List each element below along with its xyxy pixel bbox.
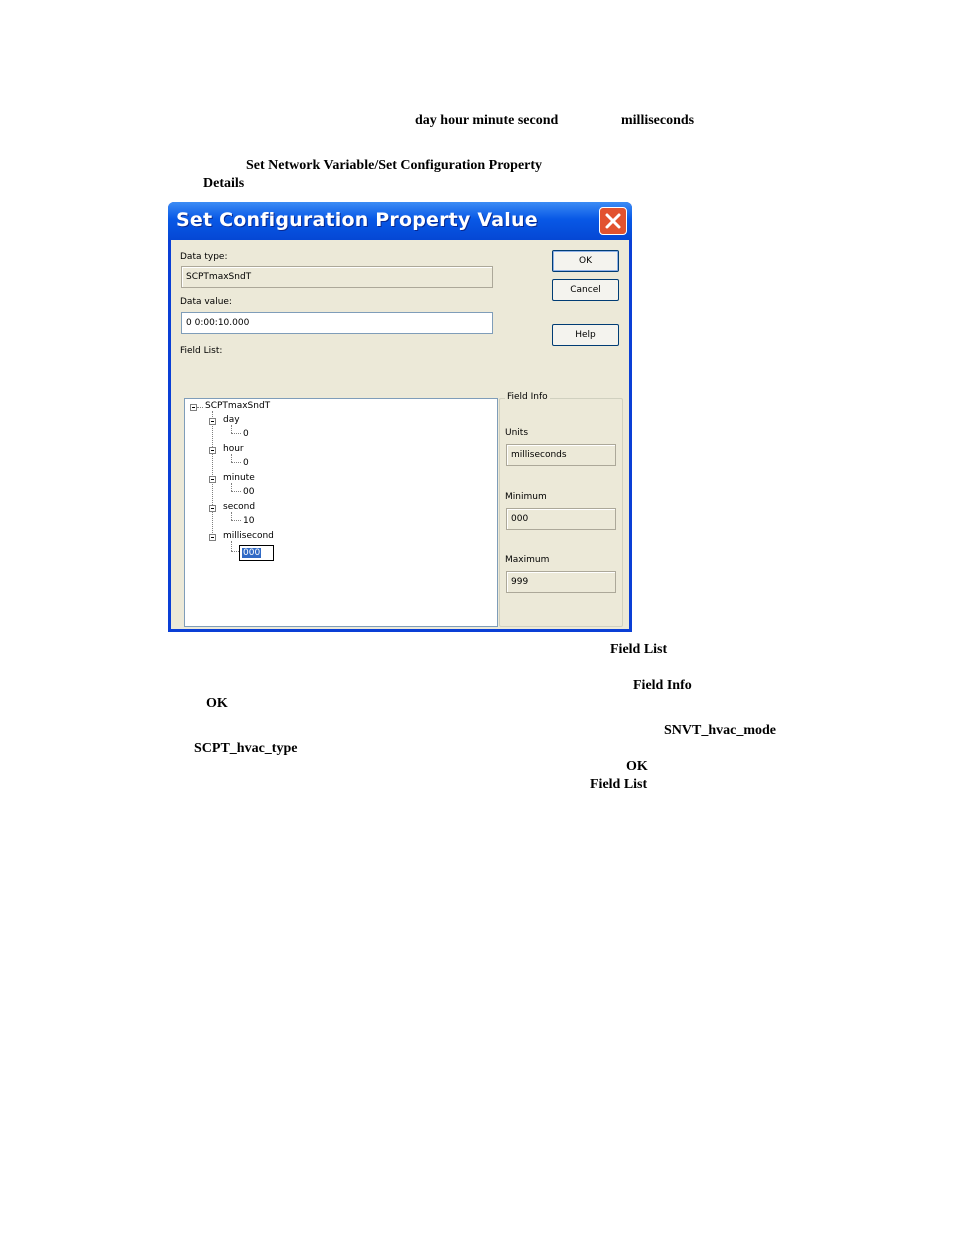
tree-value-second[interactable]: 10 <box>243 516 255 526</box>
doc-text-field-list-2: Field List <box>590 777 648 792</box>
units-field: milliseconds <box>506 444 616 466</box>
day-collapse-toggle[interactable] <box>209 418 216 425</box>
doc-text-ok: OK <box>206 696 228 711</box>
maximum-label: Maximum <box>505 555 550 565</box>
tree-root-node[interactable]: SCPTmaxSndT <box>205 401 271 411</box>
doc-text-ok-2: OK <box>626 759 648 774</box>
maximum-field: 999 <box>506 571 616 593</box>
ok-button[interactable]: OK <box>552 250 619 272</box>
doc-text-details: Details <box>203 176 245 191</box>
doc-text-field-list: Field List <box>610 642 668 657</box>
data-value-label: Data value: <box>180 297 232 307</box>
field-list-tree[interactable] <box>184 398 498 627</box>
doc-text-snvt-hvac-mode: SNVT_hvac_mode <box>664 723 777 738</box>
millisecond-collapse-toggle[interactable] <box>209 534 216 541</box>
doc-text-time-fields: day hour minute second <box>415 113 559 128</box>
tree-value-millisecond[interactable]: 000 <box>243 548 261 558</box>
field-list-label: Field List: <box>180 346 223 356</box>
dialog-titlebar[interactable] <box>168 202 632 240</box>
tree-field-second[interactable]: second <box>223 502 256 512</box>
data-type-label: Data type: <box>180 252 228 262</box>
tree-field-millisecond[interactable]: millisecond <box>223 531 274 541</box>
data-type-field: SCPTmaxSndT <box>181 266 493 288</box>
close-icon <box>604 212 622 230</box>
set-config-property-dialog <box>168 202 632 632</box>
tree-field-minute[interactable]: minute <box>223 473 255 483</box>
millisecond-value-editor[interactable] <box>239 545 274 561</box>
doc-text-menu-path: Set Network Variable/Set Configuration Property <box>246 158 543 173</box>
doc-text-milliseconds: milliseconds <box>621 113 695 128</box>
doc-text-scpt-hvac-type: SCPT_hvac_type <box>194 741 298 756</box>
tree-value-day[interactable]: 0 <box>243 429 249 439</box>
minimum-field: 000 <box>506 508 616 530</box>
tree-value-minute[interactable]: 00 <box>243 487 255 497</box>
units-label: Units <box>505 428 529 438</box>
tree-field-day[interactable]: day <box>223 415 240 425</box>
help-button[interactable]: Help <box>552 324 619 346</box>
root-collapse-toggle[interactable] <box>190 404 197 411</box>
tree-value-hour[interactable]: 0 <box>243 458 249 468</box>
field-info-title: Field Info <box>507 392 548 402</box>
hour-collapse-toggle[interactable] <box>209 447 216 454</box>
minute-collapse-toggle[interactable] <box>209 476 216 483</box>
cancel-button[interactable]: Cancel <box>552 279 619 301</box>
doc-text-field-info: Field Info <box>633 678 692 693</box>
tree-field-hour[interactable]: hour <box>223 444 244 454</box>
dialog-title: Set Configuration Property Value <box>176 209 538 231</box>
dialog-client-area <box>171 240 629 629</box>
field-info-group <box>499 392 623 627</box>
minimum-label: Minimum <box>505 492 547 502</box>
close-button[interactable] <box>599 207 627 235</box>
data-value-input[interactable]: 0 0:00:10.000 <box>181 312 493 334</box>
second-collapse-toggle[interactable] <box>209 505 216 512</box>
